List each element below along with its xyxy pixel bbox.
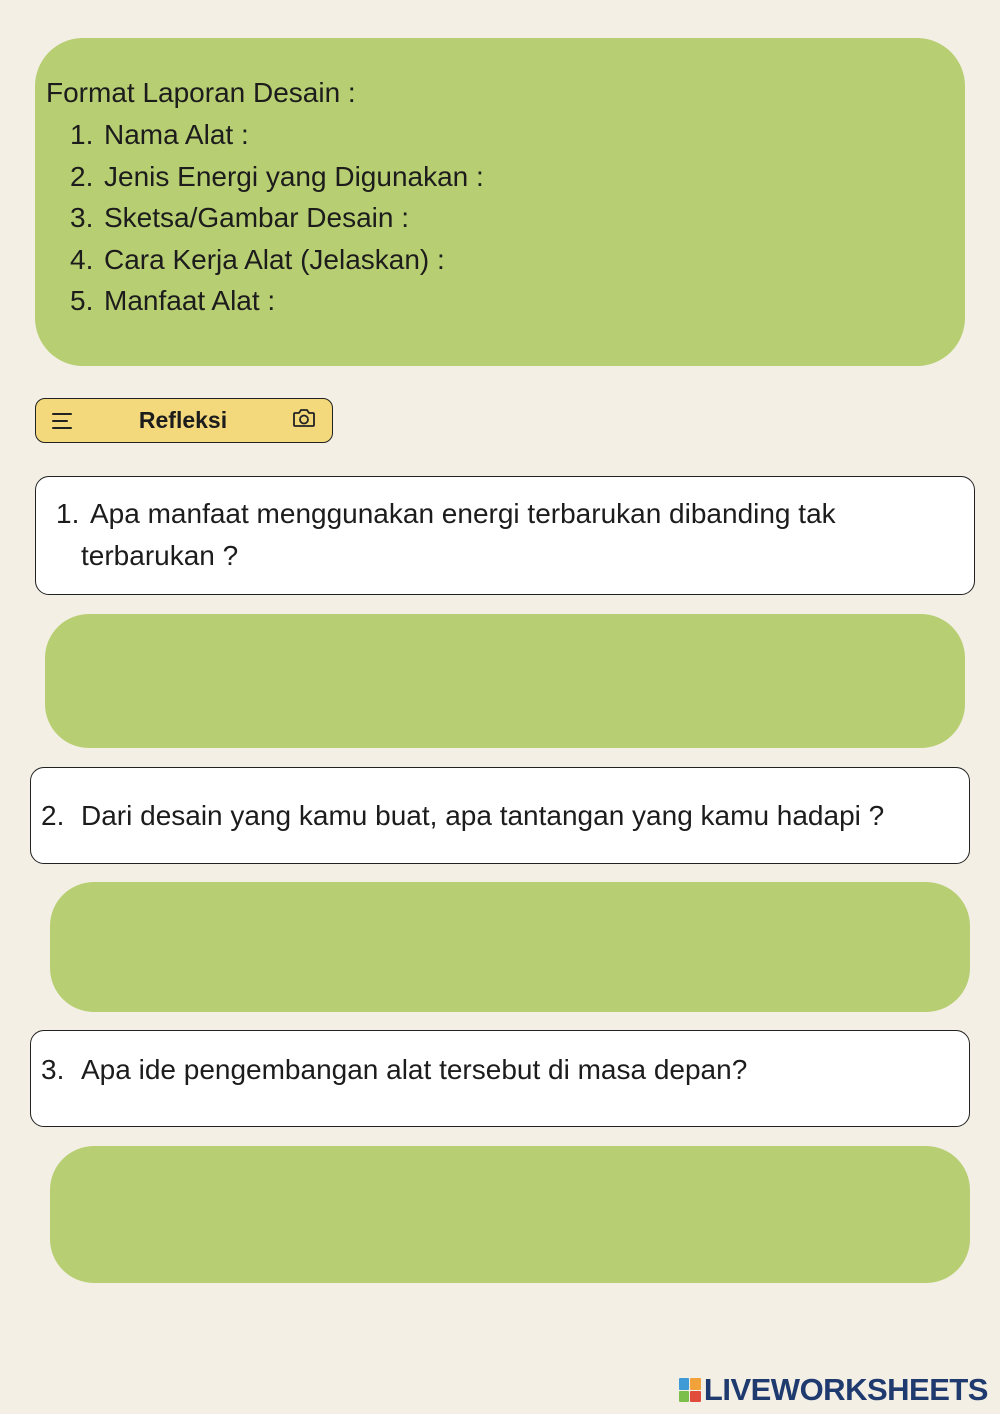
refleksi-header: [35, 398, 333, 443]
question-text: Apa ide pengembangan alat tersebut di masa depan?: [81, 1054, 748, 1085]
camera-icon: [292, 407, 316, 434]
list-item: 3. Sketsa/Gambar Desain :: [70, 202, 410, 233]
question-text: Dari desain yang kamu buat, apa tantangan yang kamu hadapi ?: [81, 800, 885, 831]
answer-field-1[interactable]: [45, 614, 965, 748]
list-item: 5. Manfaat Alat :: [70, 285, 276, 316]
question-number: 3.: [41, 1054, 65, 1085]
refleksi-title: Refleksi: [138, 407, 228, 433]
format-report-list: [46, 114, 965, 322]
question-number: 1.: [56, 498, 80, 529]
liveworksheets-logo: [679, 1372, 988, 1408]
list-item: 4. Cara Kerja Alat (Jelaskan) :: [70, 243, 445, 275]
menu-icon: [52, 411, 74, 431]
list-item: 1. Nama Alat :: [70, 119, 249, 150]
format-report-title: Format Laporan Desain :: [46, 77, 356, 108]
question-1: [35, 476, 975, 595]
logo-mark-icon: [679, 1378, 701, 1402]
question-number: 2.: [41, 800, 65, 831]
question-3: [30, 1030, 970, 1127]
answer-field-3[interactable]: [50, 1146, 970, 1283]
format-report-box: [35, 38, 965, 366]
question-2: [30, 767, 970, 864]
list-item: 2. Jenis Energi yang Digunakan :: [70, 160, 484, 192]
question-text-continued: terbarukan ?: [81, 540, 239, 571]
answer-field-2[interactable]: [50, 882, 970, 1012]
question-text: Apa manfaat menggunakan energi terbarukan dibanding tak: [90, 498, 836, 529]
logo-text: LIVEWORKSHEETS: [703, 1372, 988, 1407]
